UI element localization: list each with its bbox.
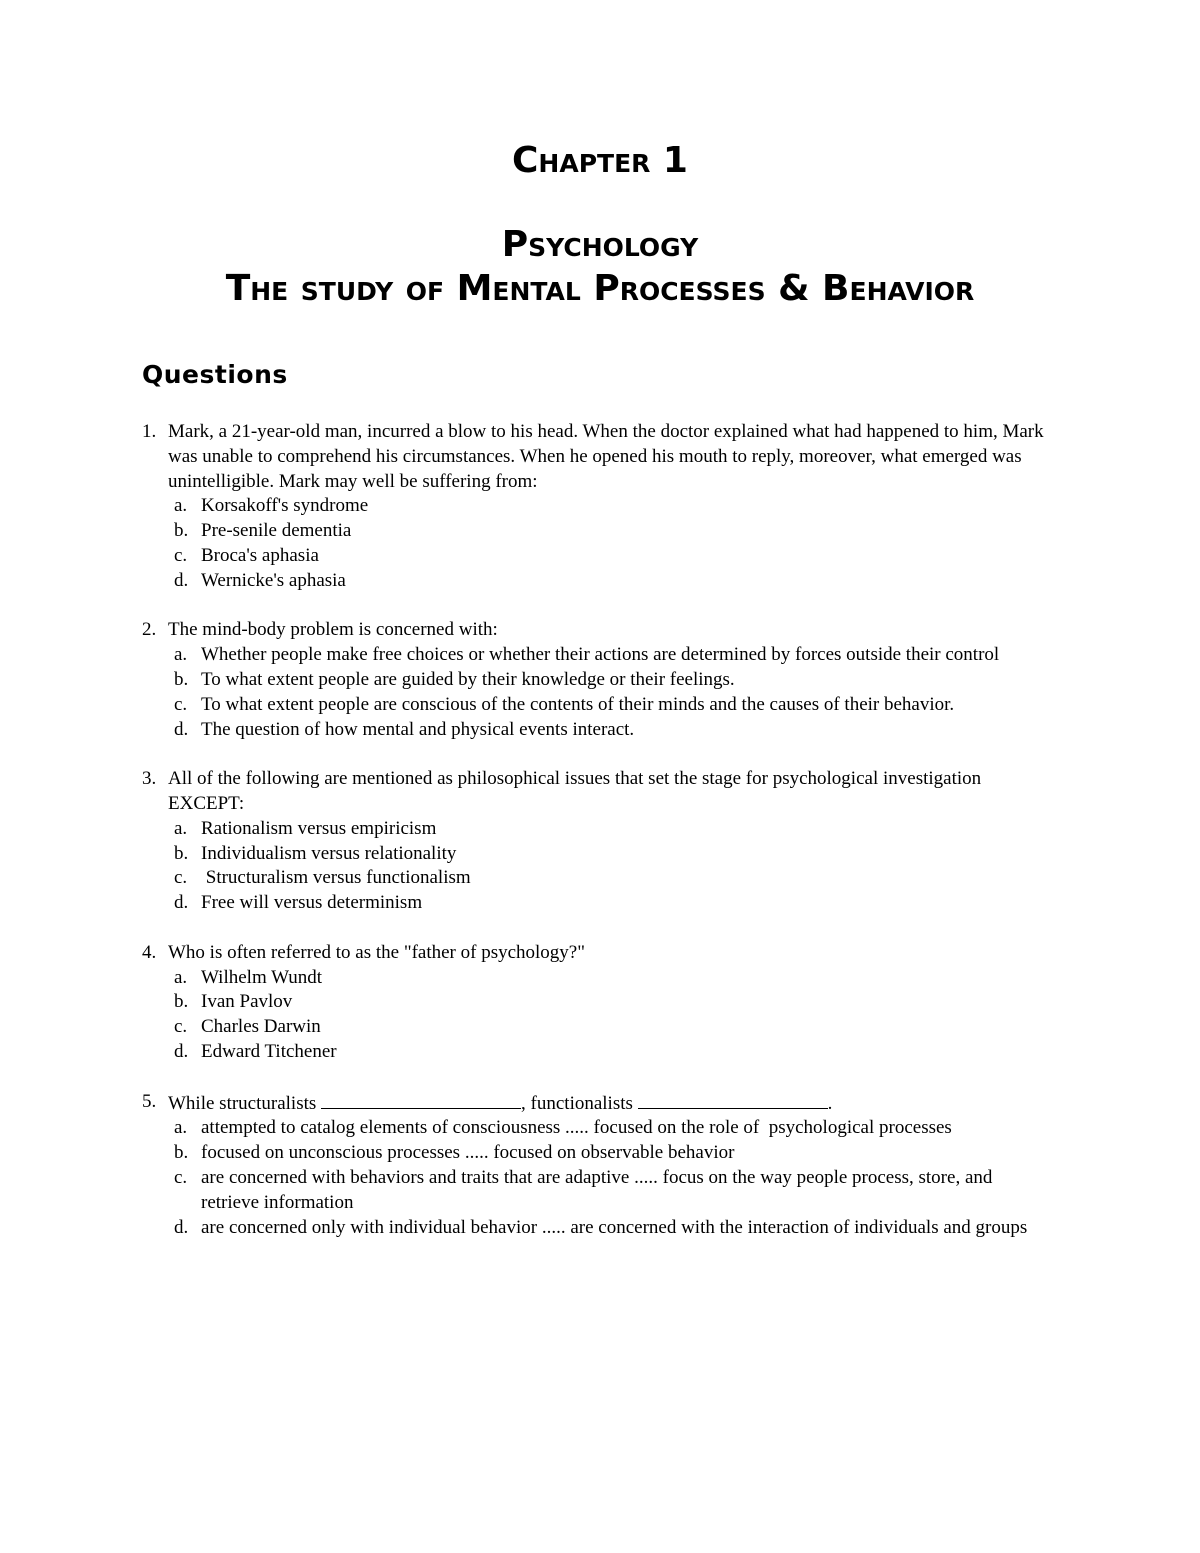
option-letter: b. xyxy=(174,668,189,690)
option-letter: d. xyxy=(174,892,189,914)
answer-options xyxy=(142,817,1072,916)
option-text: Wilhelm Wundt xyxy=(201,966,323,988)
question-stem xyxy=(142,1090,1072,1117)
option-letter: b. xyxy=(174,1142,189,1164)
option-letter: d. xyxy=(174,718,189,740)
answer-option xyxy=(174,544,1072,569)
fill-in-blank xyxy=(321,1090,521,1109)
option-text: To what extent people are conscious of the contents of their minds and the causes of their behavior. xyxy=(201,693,955,715)
question-stem xyxy=(142,941,1072,966)
answer-option xyxy=(174,990,1072,1015)
question-number: 4. xyxy=(142,941,157,963)
answer-option xyxy=(174,643,1072,668)
question-stem xyxy=(142,767,1072,817)
option-letter: a. xyxy=(174,817,188,839)
answer-option xyxy=(174,866,1072,891)
option-letter: d. xyxy=(174,569,189,591)
question-5 xyxy=(142,1090,1072,1241)
answer-option xyxy=(174,1216,1072,1241)
answer-option xyxy=(174,1040,1072,1065)
question-text: All of the following are mentioned as philosophical issues that set the stage for psychological investigation EXCEPT: xyxy=(168,768,982,814)
answer-option xyxy=(174,494,1072,519)
option-text: Pre-senile dementia xyxy=(201,520,352,542)
option-letter: a. xyxy=(174,1117,188,1139)
option-text: Broca's aphasia xyxy=(201,544,319,566)
answer-option xyxy=(174,1166,1072,1216)
answer-option xyxy=(174,668,1072,693)
section-heading: Questions xyxy=(142,360,288,389)
question-number: 5. xyxy=(142,1090,157,1112)
option-letter: a. xyxy=(174,495,188,517)
subtitle: The study of Mental Processes & Behavior xyxy=(225,268,975,309)
answer-options xyxy=(142,494,1072,593)
option-letter: b. xyxy=(174,991,189,1013)
question-text-part: . xyxy=(827,1092,833,1114)
option-text: are concerned with behaviors and traits that are adaptive ..... focus on the way people process, store, and retrieve information xyxy=(201,1166,993,1213)
question-list xyxy=(142,420,1072,1265)
question-2 xyxy=(142,618,1072,742)
option-letter: c. xyxy=(174,1016,188,1038)
option-text: attempted to catalog elements of consciousness ..... focused on the role of psychological processes xyxy=(201,1117,952,1139)
question-text xyxy=(168,1090,1072,1117)
option-text: Structuralism versus functionalism xyxy=(201,867,471,889)
answer-options xyxy=(142,643,1072,742)
question-text-part: While structuralists xyxy=(168,1092,322,1114)
answer-option xyxy=(174,1141,1072,1166)
answer-options xyxy=(142,966,1072,1065)
option-text: The question of how mental and physical events interact. xyxy=(201,718,635,740)
answer-option xyxy=(174,1116,1072,1141)
option-letter: a. xyxy=(174,644,188,666)
option-text: Wernicke's aphasia xyxy=(201,569,346,591)
question-4 xyxy=(142,941,1072,1065)
option-text: focused on unconscious processes ..... focused on observable behavior xyxy=(201,1142,735,1164)
subject-title: Psychology xyxy=(501,224,699,265)
option-letter: c. xyxy=(174,867,188,889)
answer-option xyxy=(174,842,1072,867)
option-letter: d. xyxy=(174,1216,189,1238)
answer-options xyxy=(142,1116,1072,1240)
answer-option xyxy=(174,817,1072,842)
option-letter: b. xyxy=(174,520,189,542)
option-letter: d. xyxy=(174,1040,189,1062)
answer-option xyxy=(174,891,1072,916)
option-letter: c. xyxy=(174,544,188,566)
option-text: are concerned only with individual behavior ..... are concerned with the interaction of individuals and groups xyxy=(201,1216,1028,1238)
question-text-part: , functionalists xyxy=(521,1092,638,1114)
question-number: 1. xyxy=(142,421,157,442)
question-stem xyxy=(142,420,1072,494)
answer-option xyxy=(174,1015,1072,1040)
option-text: Rationalism versus empiricism xyxy=(201,817,437,839)
question-stem xyxy=(142,618,1072,643)
chapter-title: Chapter 1 xyxy=(512,140,688,181)
answer-option xyxy=(174,966,1072,991)
option-letter: b. xyxy=(174,842,189,864)
option-letter: c. xyxy=(174,1166,188,1188)
fill-in-blank xyxy=(638,1090,828,1109)
option-text: Ivan Pavlov xyxy=(201,991,293,1013)
option-text: Edward Titchener xyxy=(201,1040,337,1062)
question-number: 2. xyxy=(142,619,157,641)
option-text: Whether people make free choices or whether their actions are determined by forces outside their control xyxy=(201,644,1000,666)
question-number: 3. xyxy=(142,768,157,790)
question-text: Who is often referred to as the "father of psychology?" xyxy=(168,941,585,963)
question-text: Mark, a 21-year-old man, incurred a blow to his head. When the doctor explained what had happened to him, Mark was unable to comprehend his circumstances. When he opened his mouth to reply, moreover, what emerged was unintelligible. Mark may well be suffering from: xyxy=(168,421,1044,492)
question-1 xyxy=(142,420,1072,594)
option-text: Charles Darwin xyxy=(201,1016,321,1038)
answer-option xyxy=(174,569,1072,594)
question-3 xyxy=(142,767,1072,916)
option-text: Free will versus determinism xyxy=(201,892,423,914)
option-text: Individualism versus relationality xyxy=(201,842,457,864)
answer-option xyxy=(174,693,1072,718)
answer-option xyxy=(174,519,1072,544)
option-text: To what extent people are guided by their knowledge or their feelings. xyxy=(201,668,735,690)
answer-option xyxy=(174,718,1072,743)
option-letter: a. xyxy=(174,966,188,988)
option-letter: c. xyxy=(174,693,188,715)
question-text: The mind-body problem is concerned with: xyxy=(168,619,498,641)
option-text: Korsakoff's syndrome xyxy=(201,495,369,517)
